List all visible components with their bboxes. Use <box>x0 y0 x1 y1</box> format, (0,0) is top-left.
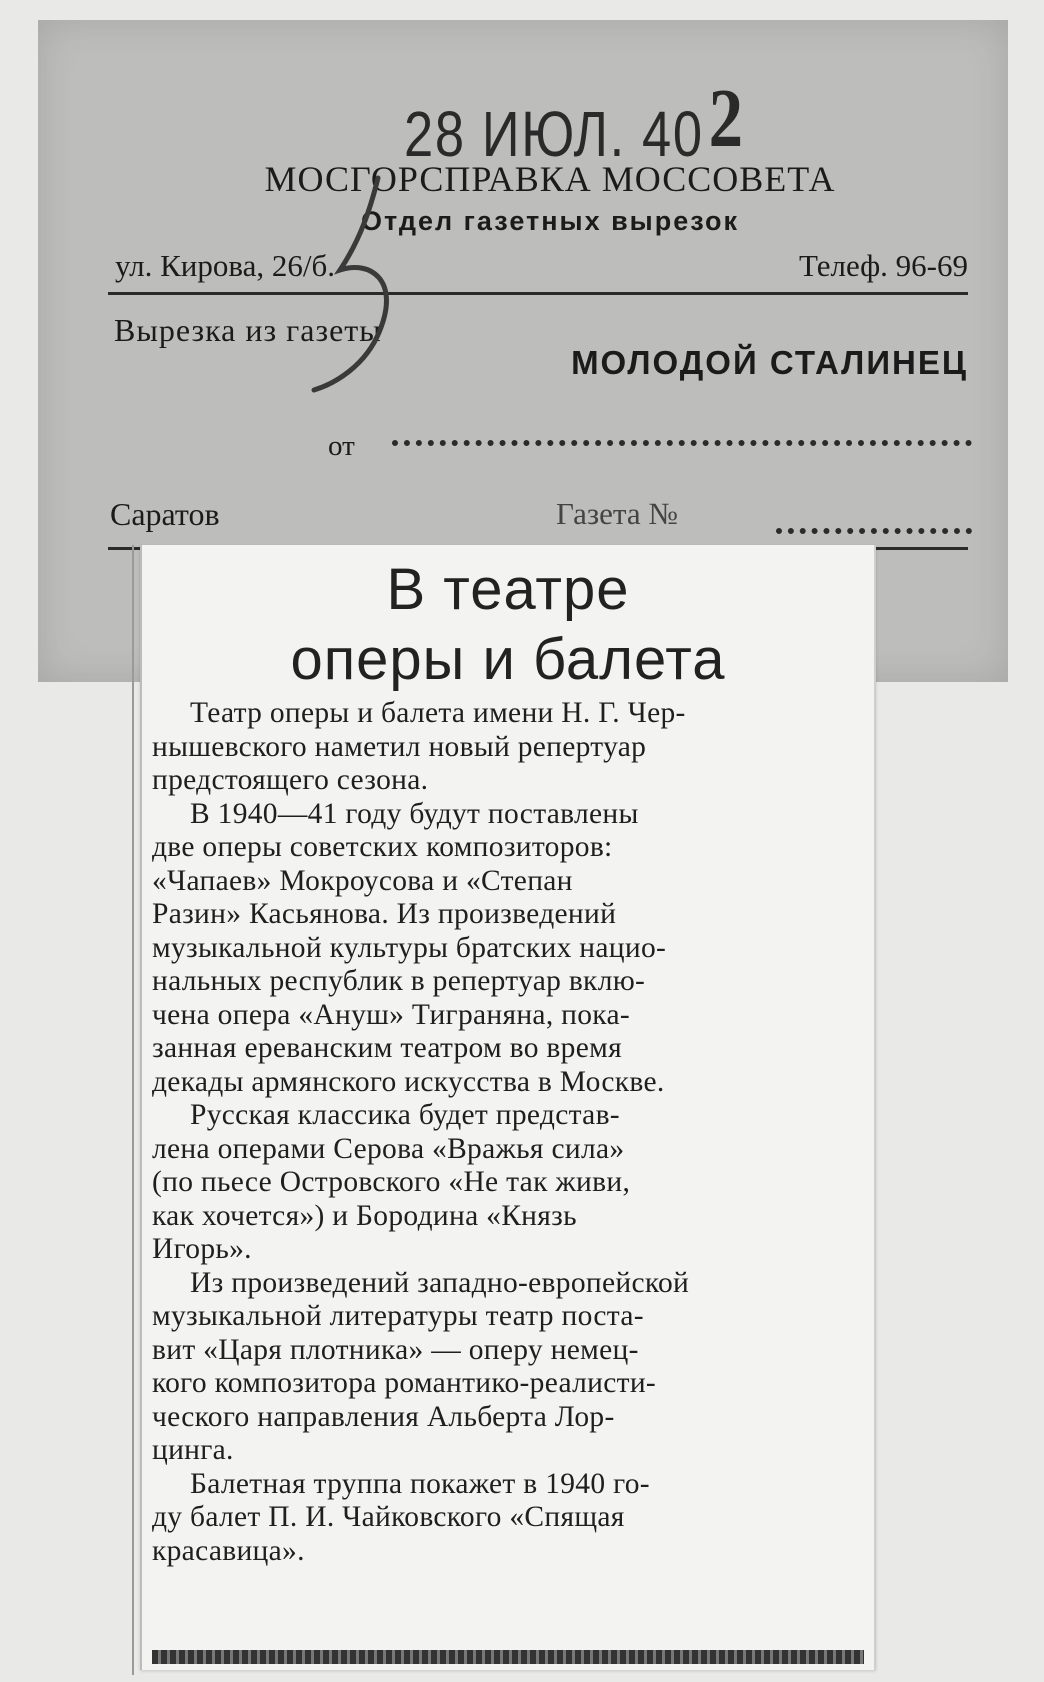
article-line: «Чапаев» Мокроусова и «Степан <box>152 864 573 897</box>
article-paragraph <box>152 1267 852 1468</box>
article-line: Из произведений западно-европейской <box>190 1266 690 1299</box>
article-line: нышевского наметил новый репертуар <box>152 730 647 763</box>
article-line: вит «Царя плотника» — оперу немец- <box>152 1333 639 1366</box>
article-line: Разин» Касьянова. Из произведений <box>152 898 617 930</box>
agency-address: ул. Кирова, 26/б. <box>115 248 335 283</box>
article-line: декады армянского искусства в Москве. <box>152 1065 665 1098</box>
issue-dotted-line <box>776 508 972 534</box>
stamp-date-text: 28 ИЮЛ. 40 <box>404 98 704 170</box>
article-line: В 1940—41 году будут поставлены <box>190 797 639 830</box>
agency-phone: Телеф. 96-69 <box>798 248 968 283</box>
article-line: красавица». <box>152 1534 305 1567</box>
article-paragraph <box>152 697 852 798</box>
article-line: лена операми Серова «Вражья сила» <box>152 1132 625 1165</box>
article-line: чена опера «Ануш» Тиграняна, пока- <box>152 998 631 1031</box>
article-line: Русская классика будет представ- <box>190 1099 620 1131</box>
article-line: (по пьесе Островского «Не так живи, <box>152 1166 631 1198</box>
date-from-label: от <box>328 430 355 462</box>
pencil-mark-icon <box>300 170 410 400</box>
article-line: цинга. <box>152 1434 234 1466</box>
headline-line: В театре <box>386 557 630 622</box>
article-line: ду балет П. И. Чайковского «Спящая <box>152 1501 625 1533</box>
clipping-bottom-border <box>152 1650 864 1664</box>
date-stamp <box>404 72 745 170</box>
clipping-shadow-edge <box>132 545 134 1675</box>
article-line: предстоящего сезона. <box>152 764 429 796</box>
article-headline <box>142 555 874 695</box>
article-paragraph <box>152 1468 852 1569</box>
article-line: музыкальной литературы театр поста- <box>152 1300 644 1332</box>
city-name: Саратов <box>110 496 220 532</box>
department-name: Отдел газетных вырезок <box>360 206 740 236</box>
date-dotted-line <box>392 420 972 446</box>
article-line: кого композитора романтико-реалисти- <box>152 1367 657 1399</box>
cut-from-label: Вырезка из газеты <box>114 312 382 348</box>
newspaper-clipping <box>140 545 876 1670</box>
article-line: ческого направления Альберта Лор- <box>152 1400 615 1433</box>
article-paragraph <box>152 798 852 1100</box>
article-line: две оперы советских композиторов: <box>152 831 613 863</box>
issue-number-label: Газета № <box>556 496 678 531</box>
article-line: Игорь». <box>152 1233 252 1265</box>
article-line: нальных республик в репертуар вклю- <box>152 965 646 997</box>
article-line: Балетная труппа покажет в 1940 го- <box>190 1467 650 1500</box>
agency-name: МОСГОРСПРАВКА МОССОВЕТА <box>264 159 836 199</box>
newspaper-name: МОЛОДОЙ СТАЛИНЕЦ <box>571 344 968 381</box>
header-rule-top <box>108 292 968 295</box>
article-body <box>152 697 852 1568</box>
sheet-number: 2 <box>708 72 745 165</box>
article-line: музыкальной культуры братских нацио- <box>152 931 667 964</box>
article-line: занная ереванским театром во время <box>152 1032 622 1064</box>
article-line: Театр оперы и балета имени Н. Г. Чер- <box>190 697 686 729</box>
headline-line: оперы и балета <box>290 627 726 692</box>
article-line: как хочется») и Бородина «Князь <box>152 1199 577 1232</box>
article-paragraph <box>152 1099 852 1267</box>
